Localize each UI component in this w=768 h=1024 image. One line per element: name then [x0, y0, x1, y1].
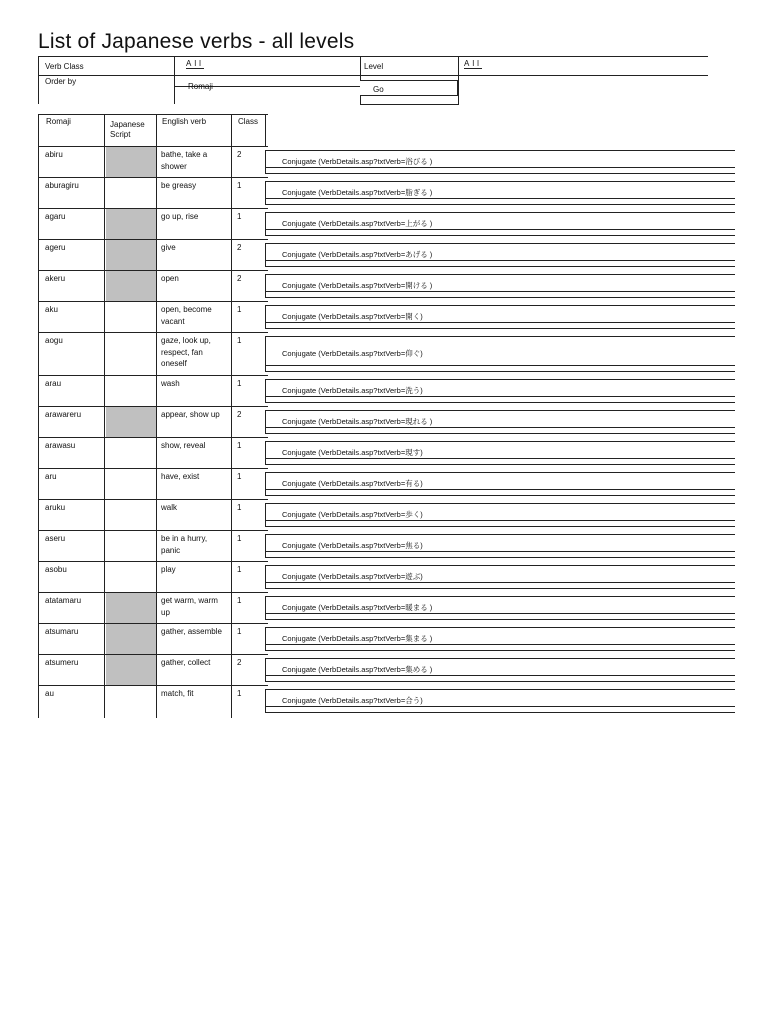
class-cell: 1 — [237, 181, 242, 190]
header-japanese-script: Japanese Script — [110, 120, 145, 139]
romaji-cell: aku — [45, 305, 58, 314]
class-cell: 2 — [237, 150, 242, 159]
conjugate-link[interactable]: Conjugate (VerbDetails.asp?txtVerb=開く) — [282, 312, 423, 321]
column-divider — [231, 114, 232, 718]
conjugate-link[interactable]: Conjugate (VerbDetails.asp?txtVerb=集まる ) — [282, 634, 433, 643]
japanese-script-cell — [106, 271, 156, 301]
table-row — [38, 592, 268, 623]
conjugate-row — [265, 623, 735, 654]
table-row — [38, 301, 268, 332]
english-verb-cell: wash — [161, 379, 180, 388]
romaji-cell: aru — [45, 472, 57, 481]
divider — [265, 305, 266, 329]
table-row — [38, 561, 268, 592]
conjugate-link[interactable]: Conjugate (VerbDetails.asp?txtVerb=暖まる ) — [282, 603, 433, 612]
table-top-border — [38, 114, 268, 115]
english-verb-cell: have, exist — [161, 472, 200, 481]
english-verb-cell: gather, collect — [161, 658, 211, 667]
order-by-select[interactable]: Romaji — [188, 82, 213, 91]
conjugate-row — [265, 406, 735, 437]
go-button[interactable]: Go — [360, 80, 458, 96]
divider — [360, 104, 459, 105]
romaji-cell: ageru — [45, 243, 66, 252]
class-cell: 1 — [237, 472, 242, 481]
divider — [265, 167, 735, 168]
divider — [265, 658, 735, 659]
divider — [265, 689, 266, 713]
divider — [265, 235, 735, 236]
conjugate-row — [265, 499, 735, 530]
divider — [231, 146, 265, 147]
header-romaji: Romaji — [46, 117, 71, 126]
verb-class-value: All — [186, 59, 204, 68]
romaji-cell: aogu — [45, 336, 63, 345]
class-cell: 1 — [237, 305, 242, 314]
divider — [265, 441, 266, 465]
table-row — [38, 530, 268, 561]
conjugate-row — [265, 239, 735, 270]
divider — [265, 181, 735, 182]
table-row — [38, 177, 268, 208]
divider — [265, 681, 735, 682]
conjugate-link[interactable]: Conjugate (VerbDetails.asp?txtVerb=焦る) — [282, 541, 423, 550]
divider — [265, 297, 735, 298]
class-cell: 2 — [237, 658, 242, 667]
divider — [265, 371, 735, 372]
class-cell: 2 — [237, 243, 242, 252]
english-verb-cell: give — [161, 243, 176, 252]
divider — [265, 627, 266, 651]
conjugate-link[interactable]: Conjugate (VerbDetails.asp?txtVerb=合う) — [282, 696, 423, 705]
divider — [265, 379, 266, 403]
divider — [265, 526, 735, 527]
divider — [265, 410, 266, 434]
divider — [265, 712, 735, 713]
conjugate-row — [265, 530, 735, 561]
order-by-label: Order by — [45, 77, 77, 86]
english-verb-cell: play — [161, 565, 176, 574]
romaji-cell: aruku — [45, 503, 66, 512]
table-row — [38, 146, 268, 177]
divider — [265, 396, 735, 397]
english-verb-cell: open — [161, 274, 179, 283]
english-verb-cell: appear, show up — [161, 410, 220, 419]
divider — [265, 229, 735, 230]
conjugate-row — [265, 177, 735, 208]
divider — [265, 458, 735, 459]
table-row — [38, 406, 268, 437]
table-row — [38, 654, 268, 685]
divider — [265, 150, 735, 151]
conjugate-link[interactable]: Conjugate (VerbDetails.asp?txtVerb=上がる ) — [282, 219, 433, 228]
divider — [265, 181, 266, 205]
divider — [265, 495, 735, 496]
english-verb-cell: show, reveal — [161, 441, 206, 450]
class-cell: 2 — [237, 410, 242, 419]
english-verb-cell: match, fit — [161, 689, 194, 698]
class-cell: 1 — [237, 503, 242, 512]
table-row — [38, 437, 268, 468]
divider — [265, 565, 735, 566]
divider — [265, 534, 735, 535]
conjugate-link[interactable]: Conjugate (VerbDetails.asp?txtVerb=洗う) — [282, 386, 423, 395]
divider — [265, 410, 735, 411]
table-row — [38, 685, 268, 716]
class-cell: 1 — [237, 534, 242, 543]
verb-class-label: Verb Class — [45, 62, 84, 71]
conjugate-link[interactable]: Conjugate (VerbDetails.asp?txtVerb=あげる ) — [282, 250, 433, 259]
divider — [265, 650, 735, 651]
divider — [265, 243, 266, 267]
divider — [265, 266, 735, 267]
romaji-cell: agaru — [45, 212, 66, 221]
divider — [38, 56, 39, 104]
romaji-cell: atsumaru — [45, 627, 79, 636]
divider — [265, 243, 735, 244]
divider — [265, 489, 735, 490]
divider — [265, 260, 735, 261]
table-row — [38, 239, 268, 270]
conjugate-row — [265, 301, 735, 332]
romaji-cell: aseru — [45, 534, 66, 543]
divider — [265, 336, 735, 337]
divider — [265, 557, 735, 558]
romaji-cell: asobu — [45, 565, 67, 574]
divider — [265, 274, 266, 298]
conjugate-link[interactable]: Conjugate (VerbDetails.asp?txtVerb=有る) — [282, 479, 423, 488]
romaji-cell: arau — [45, 379, 62, 388]
level-value: All — [464, 59, 482, 68]
conjugate-row — [265, 468, 735, 499]
divider — [265, 464, 735, 465]
divider — [265, 114, 266, 146]
class-cell: 1 — [237, 379, 242, 388]
divider — [265, 173, 735, 174]
class-cell: 1 — [237, 596, 242, 605]
divider — [265, 274, 735, 275]
conjugate-link[interactable]: Conjugate (VerbDetails.asp?txtVerb=歩く) — [282, 510, 423, 519]
divider — [265, 503, 266, 527]
english-verb-cell: be greasy — [161, 181, 197, 190]
page-title: List of Japanese verbs - all levels — [38, 30, 355, 53]
divider — [265, 427, 735, 428]
divider — [265, 613, 735, 614]
conjugate-row — [265, 208, 735, 239]
divider — [265, 402, 735, 403]
conjugate-row — [265, 332, 735, 375]
verb-class-select[interactable] — [186, 59, 204, 68]
class-cell: 1 — [237, 336, 242, 345]
english-verb-cell: go up, rise — [161, 212, 199, 221]
level-select[interactable] — [464, 59, 482, 68]
divider — [265, 198, 735, 199]
divider — [265, 472, 735, 473]
divider — [174, 56, 175, 104]
table-header-row — [38, 114, 268, 146]
class-cell: 1 — [237, 689, 242, 698]
japanese-script-cell — [106, 624, 156, 654]
column-divider — [156, 114, 157, 718]
conjugate-row — [265, 146, 735, 177]
level-label: Level — [364, 62, 384, 71]
conjugate-link[interactable]: Conjugate (VerbDetails.asp?txtVerb=脂ぎる ) — [282, 188, 433, 197]
romaji-cell: atsumeru — [45, 658, 79, 667]
divider — [265, 365, 735, 366]
english-verb-cell: gather, assemble — [161, 627, 222, 636]
english-verb-cell: open, become vacant — [161, 305, 212, 326]
divider — [265, 328, 735, 329]
english-verb-cell: bathe, take a shower — [161, 150, 208, 171]
table-row — [38, 375, 268, 406]
conjugate-link[interactable]: Conjugate (VerbDetails.asp?txtVerb=仰ぐ) — [282, 349, 423, 358]
class-cell: 1 — [237, 565, 242, 574]
english-verb-cell: get warm, warm up — [161, 596, 218, 617]
japanese-script-cell — [106, 240, 156, 270]
table-row — [38, 270, 268, 301]
divider — [265, 582, 735, 583]
japanese-script-cell — [106, 147, 156, 177]
conjugate-link[interactable]: Conjugate (VerbDetails.asp?txtVerb=現す) — [282, 448, 423, 457]
divider — [265, 322, 735, 323]
divider — [265, 212, 735, 213]
header-english-verb: English verb — [162, 117, 207, 126]
romaji-cell: aburagiru — [45, 181, 79, 190]
divider — [265, 596, 266, 620]
table-row — [38, 623, 268, 654]
table-body — [38, 146, 268, 716]
divider — [265, 336, 266, 372]
japanese-script-cell — [106, 593, 156, 623]
english-verb-cell: be in a hurry, panic — [161, 534, 208, 555]
divider — [265, 212, 266, 236]
divider — [38, 75, 708, 76]
divider — [265, 204, 735, 205]
column-divider — [104, 114, 105, 718]
romaji-cell: au — [45, 689, 54, 698]
verb-table — [38, 114, 268, 716]
divider — [458, 56, 459, 104]
table-row — [38, 468, 268, 499]
divider — [265, 596, 735, 597]
divider — [265, 472, 266, 496]
divider — [265, 689, 735, 690]
conjugate-link[interactable]: Conjugate (VerbDetails.asp?txtVerb=現れる ) — [282, 417, 433, 426]
class-cell: 2 — [237, 274, 242, 283]
conjugate-row — [265, 654, 735, 685]
romaji-cell: arawareru — [45, 410, 82, 419]
divider — [265, 534, 266, 558]
class-cell: 1 — [237, 627, 242, 636]
divider — [265, 658, 266, 682]
table-row — [38, 332, 268, 375]
japanese-script-cell — [106, 655, 156, 685]
english-verb-cell: gaze, look up, respect, fan oneself — [161, 336, 211, 368]
romaji-cell: abiru — [45, 150, 63, 159]
divider — [265, 441, 735, 442]
divider — [38, 56, 708, 57]
column-divider — [38, 114, 39, 718]
class-cell: 1 — [237, 212, 242, 221]
divider — [265, 551, 735, 552]
class-cell: 1 — [237, 441, 242, 450]
divider — [265, 433, 735, 434]
conjugate-row — [265, 270, 735, 301]
divider — [265, 588, 735, 589]
divider — [265, 379, 735, 380]
conjugate-row — [265, 437, 735, 468]
filter-form — [38, 56, 708, 106]
conjugate-row — [265, 592, 735, 623]
romaji-cell: arawasu — [45, 441, 76, 450]
conjugate-link[interactable]: Conjugate (VerbDetails.asp?txtVerb=遊ぶ) — [282, 572, 423, 581]
conjugate-link[interactable]: Conjugate (VerbDetails.asp?txtVerb=集める ) — [282, 665, 433, 674]
romaji-cell: atatamaru — [45, 596, 82, 605]
divider — [265, 565, 266, 589]
conjugate-row — [265, 685, 735, 716]
divider — [265, 520, 735, 521]
header-class: Class — [238, 117, 259, 126]
conjugate-link[interactable]: Conjugate (VerbDetails.asp?txtVerb=浴びる ) — [282, 157, 433, 166]
divider — [265, 291, 735, 292]
divider — [265, 305, 735, 306]
table-row — [38, 499, 268, 530]
divider — [265, 627, 735, 628]
conjugate-row — [265, 375, 735, 406]
divider — [265, 644, 735, 645]
divider — [265, 706, 735, 707]
conjugate-row — [265, 561, 735, 592]
conjugate-link[interactable]: Conjugate (VerbDetails.asp?txtVerb=開ける ) — [282, 281, 433, 290]
english-verb-cell: walk — [161, 503, 178, 512]
divider — [265, 503, 735, 504]
table-row — [38, 208, 268, 239]
japanese-script-cell — [106, 407, 156, 437]
japanese-script-cell — [106, 209, 156, 239]
divider — [265, 150, 266, 174]
romaji-cell: akeru — [45, 274, 66, 283]
divider — [265, 619, 735, 620]
divider — [265, 675, 735, 676]
